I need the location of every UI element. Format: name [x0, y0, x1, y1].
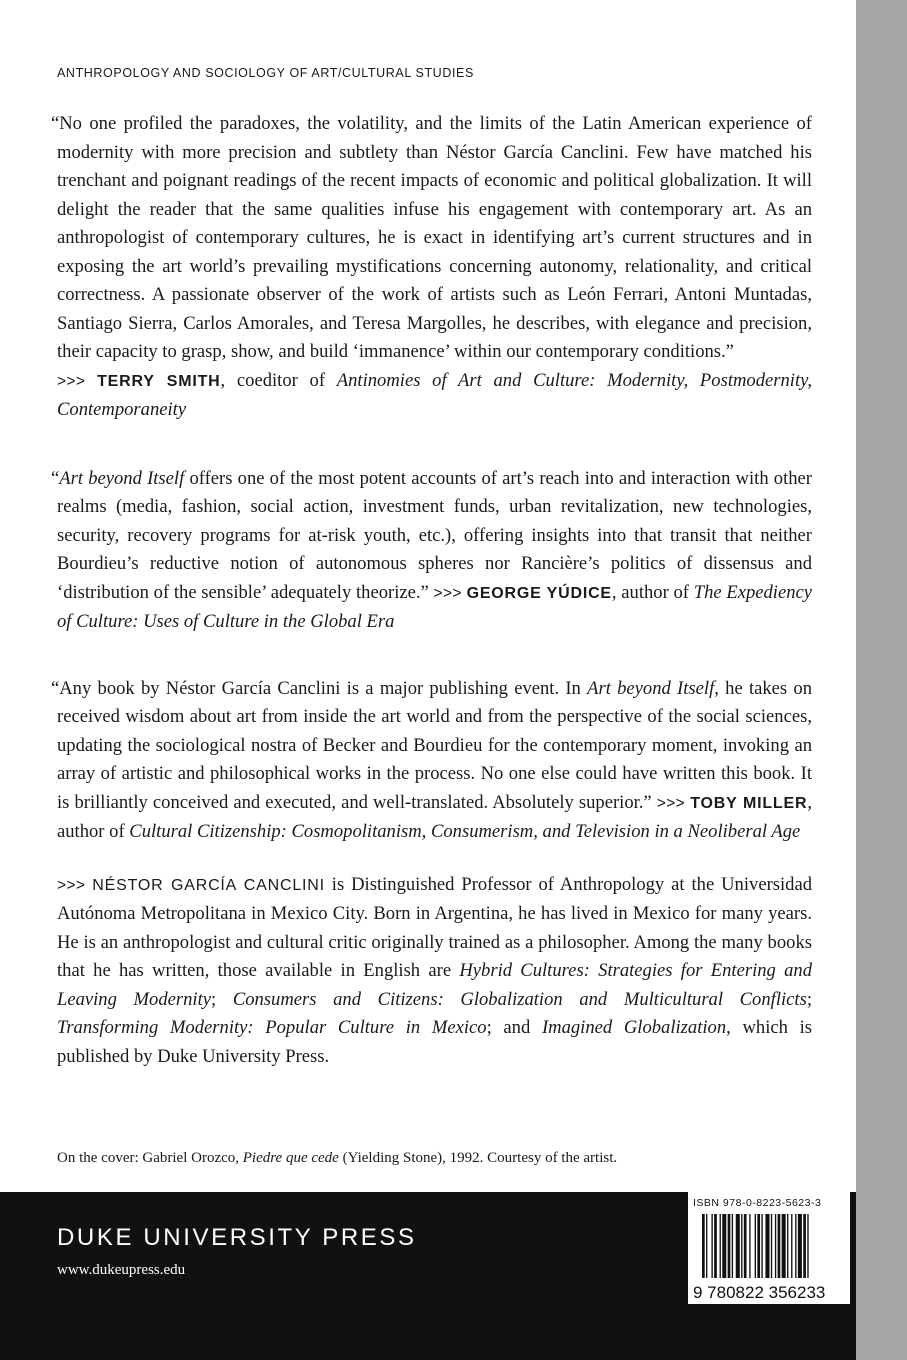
author-name: NÉSTOR GARCÍA CANCLINI [92, 876, 325, 894]
blurb-text: “Any book by Néstor García Canclini is a major publishing event. In [51, 677, 588, 699]
cover-credit [57, 1150, 617, 1167]
reviewer-work: Cultural Citizenship: Cosmopolitanism, Consumerism, and Television in a Neoliberal Age [129, 821, 801, 842]
blurb-text: , he takes on received wisdom about art from inside the art world and from the perspective of the social sciences, updating the sociological nostra of Becker and Bourdieu for the contemporary moment, invoking an array of artistic and philosophical works in the process. No one else could have written this book. It is brilliantly conceived and executed, and well-translated. Absolutely superior.” [57, 677, 812, 813]
reviewer-role: , author of [611, 581, 694, 603]
separator: ; [806, 988, 812, 1010]
publisher-url: www.dukeupress.edu [57, 1262, 186, 1278]
reviewer-work: The Expediency of Culture: Uses of Culture in the Global Era [57, 581, 813, 632]
separator: ; and [486, 1017, 542, 1038]
arrow-marker: >>> [57, 372, 86, 390]
reviewer-name: TOBY MILLER [690, 794, 808, 812]
reviewer-work: Antinomies of Art and Culture: Modernity, Postmodernity, Contemporaneity [57, 369, 812, 420]
book-title: Imagined Globalization [541, 1017, 727, 1038]
arrow-marker: >>> [433, 584, 462, 602]
book-title: Consumers and Citizens: Globalization and Multicultural Conflicts [232, 988, 807, 1010]
book-title: Art beyond Itself [59, 467, 185, 489]
category-label: ANTHROPOLOGY AND SOCIOLOGY OF ART/CULTURAL STUDIES [57, 66, 474, 80]
credit-text: (Yielding Stone), 1992. Courtesy of the artist. [338, 1150, 618, 1166]
blurb-text: “No one profiled the paradoxes, the volatility, and the limits of the Latin American experience of modernity with more precision and subtlety than Néstor García Canclini. Few have matched his trenchant and poignant readings of the recent impacts of economic and political globalization. It will delight the reader that the same qualities infuse his engagement with contemporary art. As an anthropologist of contemporary cultures, he is exact in identifying art’s current structures and in exposing the art world’s prevailing mystifications concerning autonomy, relationality, and critical correctness. A passionate observer of the work of artists such as León Ferrari, Antoni Muntadas, Santiago Sierra, Carlos Amorales, and Teresa Margolles, he describes, with elegance and precision, their capacity to grasp, show, and build ‘immanence’ within our contemporary conditions.” [51, 113, 812, 362]
isbn-label: ISBN 978-0-8223-5623-3 [693, 1197, 822, 1209]
author-bio [57, 871, 812, 1072]
reviewer-name: GEORGE YÚDICE [466, 584, 612, 602]
credit-text: On the cover: Gabriel Orozco, [57, 1150, 243, 1166]
blurb-text: offers one of the most potent accounts of art’s reach into and interaction with other realms (media, fashion, social action, investment funds, urban revitalization, new technologies, security, recovery programs for at-risk youth, etc.), offering insights into that transit that neither Bourdieu’s reductive notion of autonomous spheres nor Rancière’s politics of dissensus and ‘distribution of the sensible’ adequately theorize.” [57, 467, 812, 603]
reviewer-name: TERRY SMITH [97, 372, 221, 390]
back-cover-text [51, 110, 813, 1071]
book-title: Hybrid Cultures: Strategies for Entering and Leaving Modernity [57, 960, 812, 1010]
separator: ; [211, 988, 233, 1010]
isbn-barcode [688, 1192, 850, 1304]
barcode-digits: 9 780822 356233 [693, 1283, 826, 1300]
arrow-marker: >>> [656, 794, 686, 812]
reviewer-role: , coeditor of [220, 369, 337, 391]
book-title: Transforming Modernity: Popular Culture in Mexico [57, 1017, 487, 1038]
open-quote: “ [51, 467, 60, 489]
bio-text: is Distinguished Professor of Anthropology at the Universidad Autónoma Metropolitana in Mexico City. Born in Argentina, he has lived in Mexico for many years. He is an anthropologist and cultural critic originally trained as a philosopher. Among the many books that he has written, those available in English are [57, 873, 813, 981]
bio-text: , which is published by Duke University Press. [57, 1017, 812, 1067]
spine-strip [856, 0, 907, 1360]
blurb-terry-smith [51, 110, 812, 425]
barcode-icon [692, 1214, 848, 1300]
publisher-name: DUKE UNIVERSITY PRESS [57, 1224, 417, 1251]
artwork-title: Piedre que cede [242, 1150, 339, 1166]
arrow-marker: >>> [57, 876, 86, 894]
blurb-george-yudice [51, 465, 813, 637]
reviewer-role: , author of [57, 791, 812, 842]
blurb-toby-miller [51, 675, 812, 847]
book-title: Art beyond Itself [587, 677, 715, 699]
